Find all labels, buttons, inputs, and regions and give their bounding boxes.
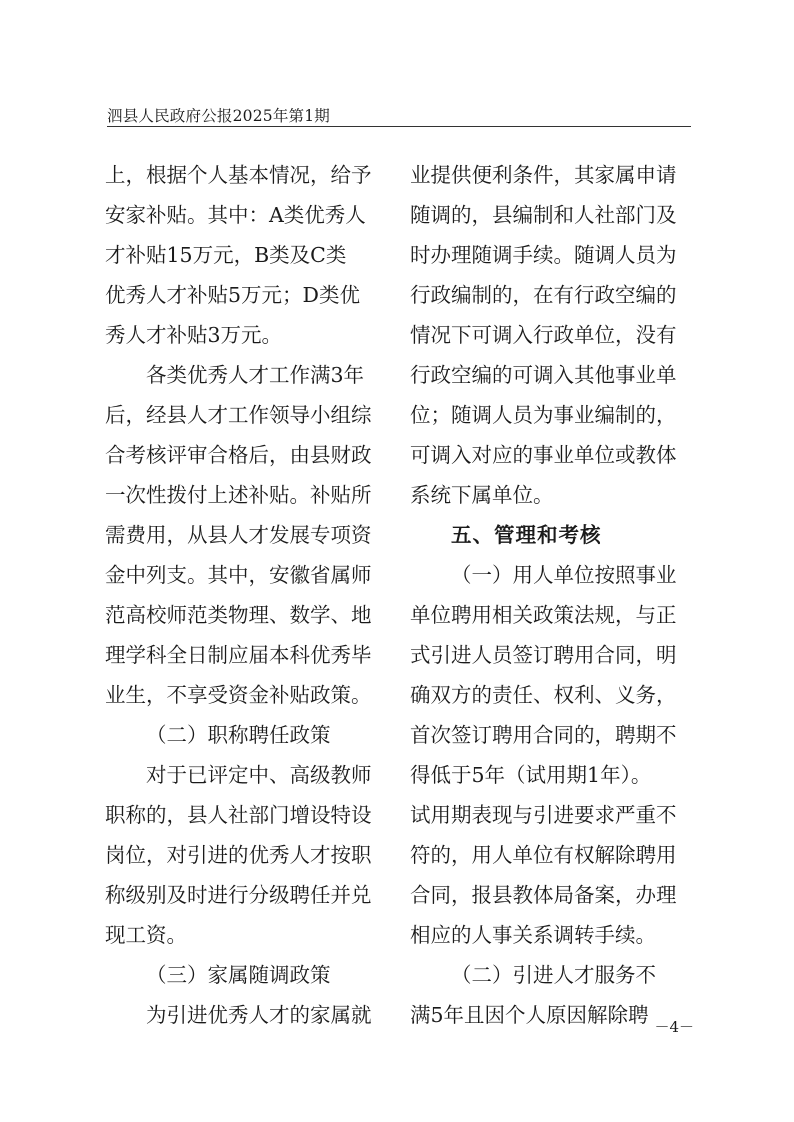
page-header [107, 97, 691, 127]
text-line: 优秀人才补贴5万元；D类优 [105, 283, 360, 307]
text-line: 行政空编的可调入其他事业单 [410, 363, 677, 387]
text-line: 情况下可调入行政单位，没有 [410, 323, 677, 347]
text-line: 上，根据个人基本情况，给予 [105, 163, 372, 187]
text-line: 合同，报县教体局备案，办理 [410, 883, 677, 907]
text-line: 称级别及时进行分级聘任并兑 [105, 883, 372, 907]
right-text-column [410, 155, 689, 1035]
text-line: 金中列支。其中，安徽省属师 [105, 563, 372, 587]
bulletin-title: 泗县人民政府公报2025年第1期 [107, 107, 331, 125]
text-line: 确双方的责任、权利、义务， [410, 683, 677, 707]
text-line: 随调的，县编制和人社部门及 [410, 203, 677, 227]
section-subheading: （三）家属随调政策 [146, 963, 331, 987]
header-divider [107, 126, 691, 127]
text-line: 单位聘用相关政策法规，与正 [410, 603, 677, 627]
text-line: 位；随调人员为事业编制的， [410, 403, 677, 427]
text-line: 系统下属单位。 [410, 483, 554, 507]
text-line: 安家补贴。其中：A类优秀人 [105, 203, 366, 227]
text-line: 满5年且因个人原因解除聘 [410, 1003, 649, 1027]
text-line: 时办理随调手续。随调人员为 [410, 243, 677, 267]
text-line: 范高校师范类物理、数学、地 [105, 603, 372, 627]
text-line: 才补贴15万元，B类及C类 [105, 243, 347, 267]
section-subheading: （一）用人单位按照事业 [451, 563, 677, 587]
paragraph-first-line: 对于已评定中、高级教师 [146, 763, 372, 787]
text-line: 现工资。 [105, 923, 187, 947]
text-line: 合考核评审合格后，由县财政 [105, 443, 372, 467]
text-line: 职称的，县人社部门增设特设 [105, 803, 372, 827]
text-line: 业提供便利条件，其家属申请 [410, 163, 677, 187]
page-number: －4－ [654, 1018, 694, 1036]
left-text-column [105, 155, 384, 1035]
paragraph-first-line: 各类优秀人才工作满3年 [146, 363, 365, 387]
section-subheading: （二）引进人才服务不 [451, 963, 656, 987]
text-line: 业生，不享受资金补贴政策。 [105, 683, 372, 707]
text-line: 后，经县人才工作领导小组综 [105, 403, 372, 427]
text-line: 理学科全日制应届本科优秀毕 [105, 643, 372, 667]
text-line: 秀人才补贴3万元。 [105, 323, 283, 347]
text-line: 符的，用人单位有权解除聘用 [410, 843, 677, 867]
section-heading: 五、管理和考核 [451, 523, 602, 547]
text-line: 首次签订聘用合同的，聘期不 [410, 723, 677, 747]
text-line: 试用期表现与引进要求严重不 [410, 803, 677, 827]
text-line: 可调入对应的事业单位或教体 [410, 443, 677, 467]
text-line: 式引进人员签订聘用合同，明 [410, 643, 677, 667]
text-line: 行政编制的，在有行政空编的 [410, 283, 677, 307]
section-subheading: （二）职称聘任政策 [146, 723, 331, 747]
text-line: 得低于5年（试用期1年）。 [410, 763, 652, 787]
paragraph-first-line: 为引进优秀人才的家属就 [146, 1003, 372, 1027]
text-line: 需费用，从县人才发展专项资 [105, 523, 372, 547]
text-line: 岗位，对引进的优秀人才按职 [105, 843, 372, 867]
text-line: 一次性拨付上述补贴。补贴所 [105, 483, 372, 507]
text-line: 相应的人事关系调转手续。 [410, 923, 656, 947]
